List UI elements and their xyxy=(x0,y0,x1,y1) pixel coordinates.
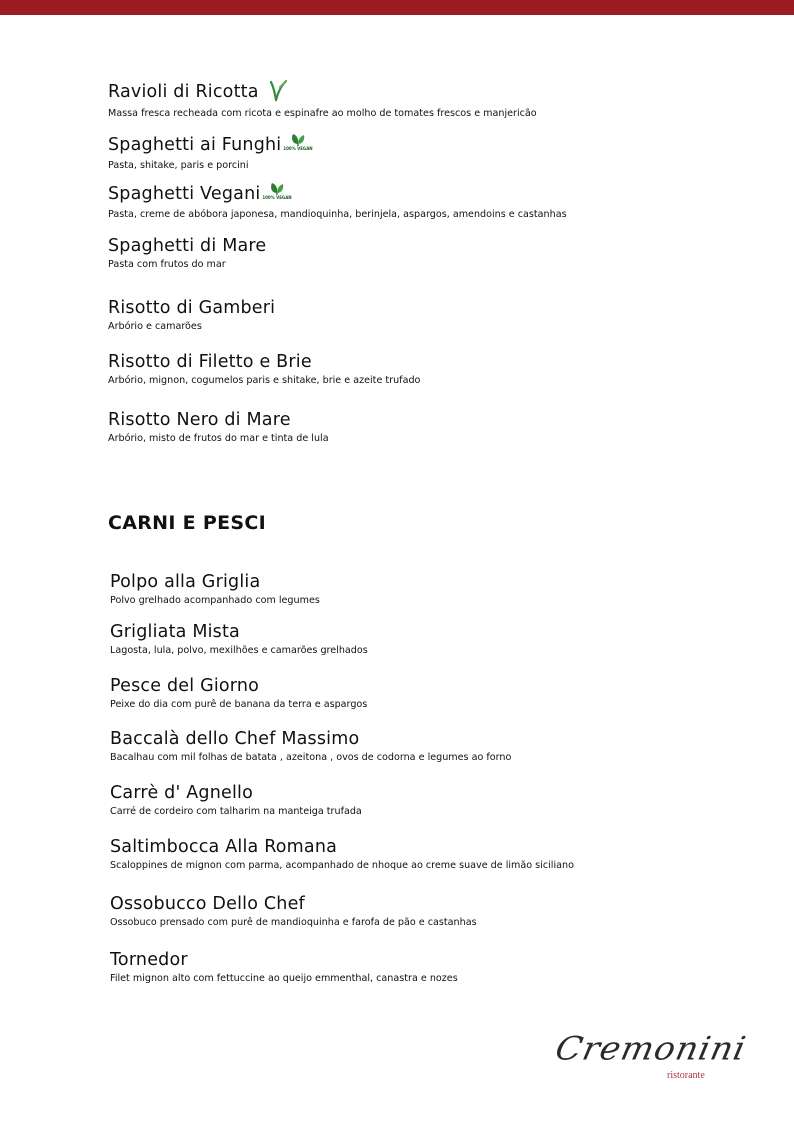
dish-name: Pesce del Giorno xyxy=(110,676,260,696)
dish-description: Lagosta, lula, polvo, mexilhões e camarões grelhados xyxy=(110,645,368,656)
menu-item-saltimbocca-alla-romana xyxy=(110,836,750,873)
menu-item-pesce-del-giorno xyxy=(110,675,750,712)
dish-description: Bacalhau com mil folhas de batata , azeitona , ovos de codorna e legumes ao forno xyxy=(110,752,512,763)
menu-item-polpo-alla-griglia xyxy=(110,571,750,608)
dish-name: Risotto di Filetto e Brie xyxy=(108,352,312,372)
menu-item-grigliata-mista xyxy=(110,621,750,658)
section-title-carni-e-pesci: CARNI E PESCI xyxy=(108,512,266,534)
dish-description: Pasta, shitake, paris e porcini xyxy=(108,160,249,171)
menu-item-spaghetti-ai-funghi xyxy=(108,132,748,173)
dish-description: Filet mignon alto com fettuccine ao queijo emmenthal, canastra e nozes xyxy=(110,973,458,984)
dish-name: Spaghetti Vegani xyxy=(108,184,261,204)
dish-description: Ossobuco prensado com purê de mandioquinha e farofa de pão e castanhas xyxy=(110,917,477,928)
dish-name: Risotto di Gamberi xyxy=(108,298,276,318)
dish-name: Ossobucco Dello Chef xyxy=(110,894,305,914)
dish-name: Ravioli di Ricotta xyxy=(108,82,259,102)
menu-item-ravioli-di-ricotta xyxy=(108,78,748,121)
vegan-badge-icon xyxy=(283,132,314,158)
dish-description: Pasta com frutos do mar xyxy=(108,259,226,270)
restaurant-logo xyxy=(551,1030,750,1086)
menu-item-spaghetti-vegani xyxy=(108,181,748,222)
logo-subtitle: ristorante xyxy=(667,1070,705,1081)
dish-name: Risotto Nero di Mare xyxy=(108,410,291,430)
dish-name: Baccalà dello Chef Massimo xyxy=(110,729,360,749)
dish-description: Arbório, mignon, cogumelos paris e shitake, brie e azeite trufado xyxy=(108,375,421,386)
dish-description: Massa fresca recheada com ricota e espinafre ao molho de tomates frescos e manjericão xyxy=(108,108,537,119)
svg-text:100% VEGAN: 100% VEGAN xyxy=(283,146,314,151)
top-accent-bar xyxy=(0,0,794,15)
dish-name: Polpo alla Griglia xyxy=(110,572,261,592)
menu-item-tornedor xyxy=(110,949,750,986)
menu-item-carre-d-agnello xyxy=(110,782,750,819)
menu-item-spaghetti-di-mare xyxy=(108,235,748,272)
menu-item-risotto-nero-di-mare xyxy=(108,409,748,446)
dish-description: Arbório, misto de frutos do mar e tinta de lula xyxy=(108,433,329,444)
dish-name: Grigliata Mista xyxy=(110,622,240,642)
svg-text:100% VEGAN: 100% VEGAN xyxy=(262,195,293,200)
menu-item-baccala-dello-chef-massimo xyxy=(110,728,750,765)
dish-description: Carré de cordeiro com talharim na manteiga trufada xyxy=(110,806,362,817)
dish-name: Spaghetti ai Funghi xyxy=(108,135,282,155)
dish-description: Pasta, creme de abóbora japonesa, mandioquinha, berinjela, aspargos, amendoins e castanhas xyxy=(108,209,567,220)
dish-description: Arbório e camarões xyxy=(108,321,202,332)
menu-item-ossobucco-dello-chef xyxy=(110,893,750,930)
dish-description: Peixe do dia com purê de banana da terra e aspargos xyxy=(110,699,368,710)
dish-name: Saltimbocca Alla Romana xyxy=(110,837,338,857)
dish-name: Spaghetti di Mare xyxy=(108,236,267,256)
dish-name: Tornedor xyxy=(110,950,188,970)
logo-wordmark: Cremonini xyxy=(551,1030,750,1068)
menu-item-risotto-di-filetto-e-brie xyxy=(108,351,748,388)
dish-name: Carrè d' Agnello xyxy=(110,783,254,803)
vegetarian-leaf-icon xyxy=(267,78,289,106)
dish-description: Scaloppines de mignon com parma, acompanhado de nhoque ao creme suave de limão siciliano xyxy=(110,860,574,871)
menu-item-risotto-di-gamberi xyxy=(108,297,748,334)
vegan-badge-icon xyxy=(262,181,293,207)
dish-description: Polvo grelhado acompanhado com legumes xyxy=(110,595,320,606)
